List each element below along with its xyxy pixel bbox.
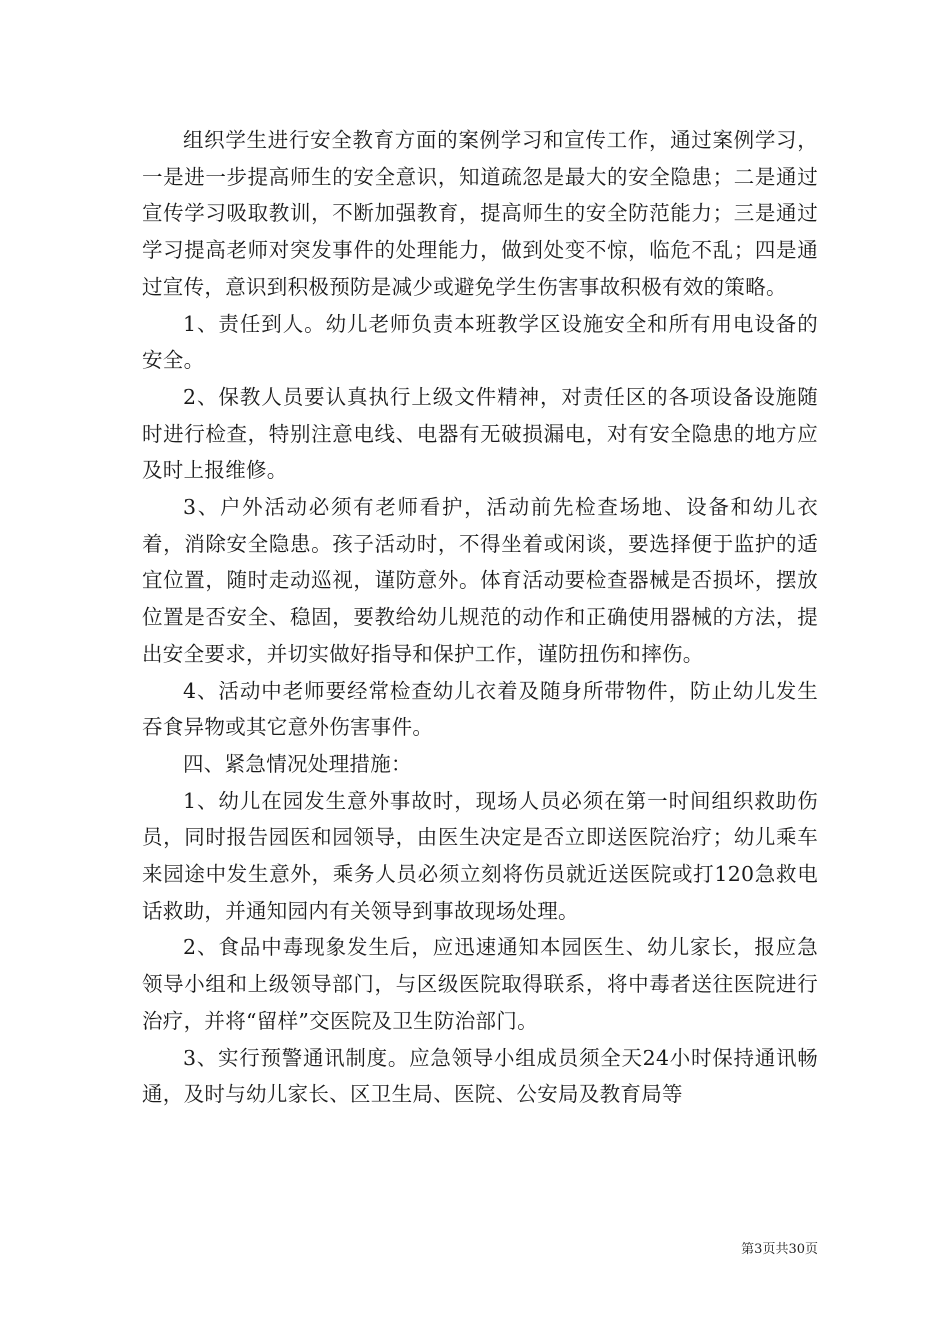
paragraph-item-3-outdoor: 3、户外活动必须有老师看护，活动前先检查场地、设备和幼儿衣着，消除安全隐患。孩子活动时，不得坐着或闲谈，要选择便于监护的适宜位置，随时走动巡视，谨防意外。体育活动要检查器械是否损坏，摆放位置是否安全、稳固，要教给幼儿规范的动作和正确使用器械的方法，提出安全要求，并切实做好指导和保护工作，谨防扭伤和摔伤。 [142,495,818,666]
page-number: 第3页共30页 [741,1242,818,1257]
section-heading-emergency: 四、紧急情况处理措施： [183,751,412,776]
paragraph-emergency-2-food-poisoning: 2、食品中毒现象发生后，应迅速通知本园医生、幼儿家长，报应急领导小组和上级领导部门，与区级医院取得联系，将中毒者送往医院进行治疗，并将“留样”交医院及卫生防治部门。 [142,935,818,1033]
paragraph-item-1-responsibility: 1、责任到人。幼儿老师负责本班教学区设施安全和所有用电设备的安全。 [142,311,818,373]
document-body [142,122,818,1113]
paragraph-item-2-inspection: 2、保教人员要认真执行上级文件精神，对责任区的各项设备设施随时进行检查，特别注意电线、电器有无破损漏电，对有安全隐患的地方应及时上报维修。 [142,384,818,483]
paragraph-case-study: 组织学生进行安全教育方面的案例学习和宣传工作，通过案例学习，一是进一步提高师生的安全意识，知道疏忽是最大的安全隐患；二是通过宣传学习吸取教训，不断加强教育，提高师生的安全防范能力；三是通过学习提高老师对突发事件的处理能力，做到处变不惊，临危不乱；四是通过宣传，意识到积极预防是减少或避免学生伤害事故积极有效的策略。 [142,128,818,299]
paragraph-emergency-1-accident: 1、幼儿在园发生意外事故时，现场人员必须在第一时间组织救助伤员，同时报告园医和园领导，由医生决定是否立即送医院治疗；幼儿乘车来园途中发生意外，乘务人员必须立刻将伤员就近送医院或打120急救电话救助，并通知园内有关领导到事故现场处理。 [142,788,818,923]
paragraph-item-4-clothing: 4、活动中老师要经常检查幼儿衣着及随身所带物件，防止幼儿发生吞食异物或其它意外伤害事件。 [142,678,818,740]
paragraph-emergency-3-communication: 3、实行预警通讯制度。应急领导小组成员须全天24小时保持通讯畅通，及时与幼儿家长、区卫生局、医院、公安局及教育局等 [142,1045,818,1107]
